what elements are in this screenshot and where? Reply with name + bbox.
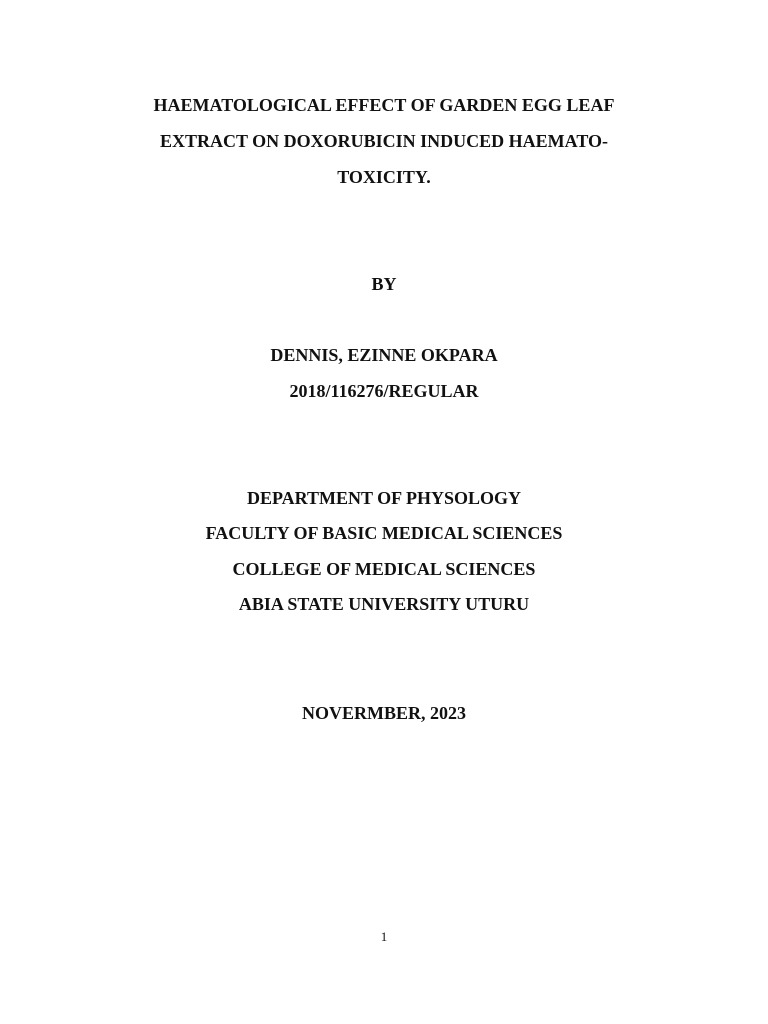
by-label: BY bbox=[371, 274, 397, 294]
college-name: COLLEGE OF MEDICAL SCIENCES bbox=[232, 559, 536, 579]
submission-date: NOVERMBER, 2023 bbox=[301, 703, 466, 723]
page-number: 1 bbox=[380, 929, 388, 944]
university-name: ABIA STATE UNIVERSITY UTURU bbox=[238, 594, 530, 614]
title-line-3: TOXICITY. bbox=[337, 167, 431, 187]
title-line-2: EXTRACT ON DOXORUBICIN INDUCED HAEMATO- bbox=[159, 131, 609, 151]
faculty-name: FACULTY OF BASIC MEDICAL SCIENCES bbox=[205, 523, 563, 543]
registration-number: 2018/116276/REGULAR bbox=[289, 381, 479, 401]
author-name: DENNIS, EZINNE OKPARA bbox=[270, 345, 498, 365]
title-line-1: HAEMATOLOGICAL EFFECT OF GARDEN EGG LEAF bbox=[153, 95, 615, 115]
department-name: DEPARTMENT OF PHYSOLOGY bbox=[246, 488, 522, 508]
